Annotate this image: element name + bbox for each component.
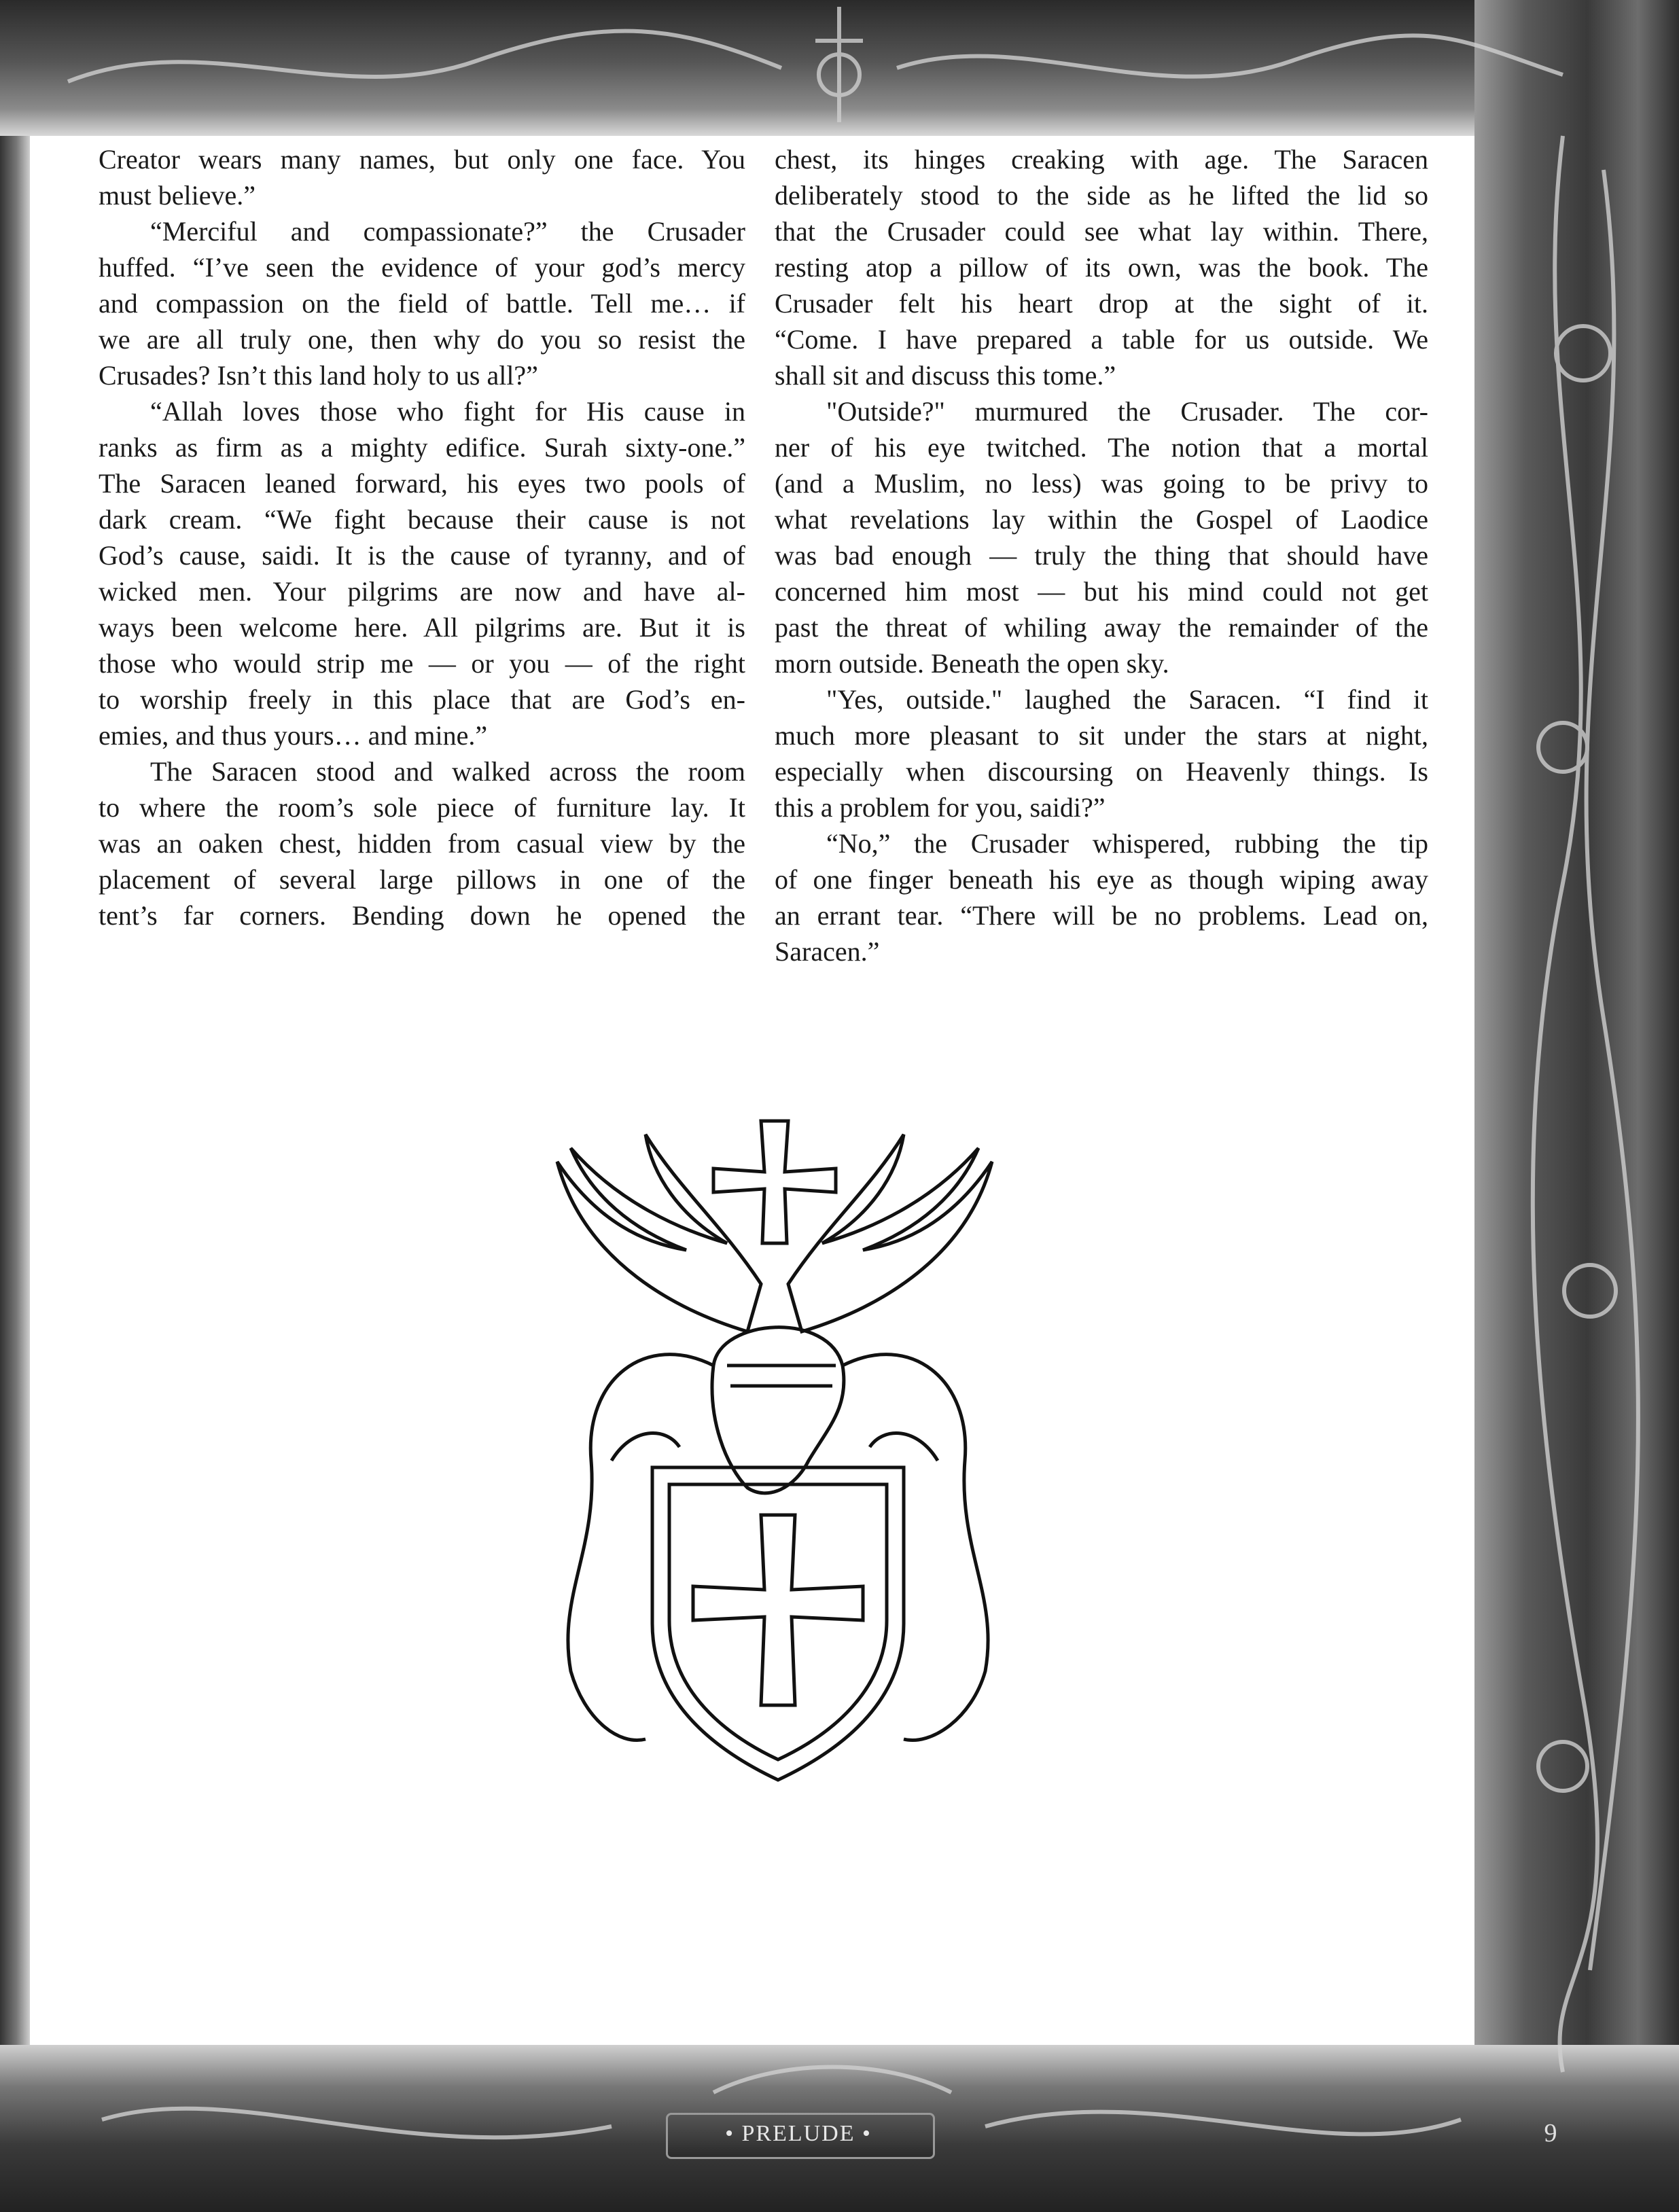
text-line: morn outside. Beneath the open sky. (775, 648, 1169, 679)
text-column-right (775, 141, 1428, 969)
crest-cross (713, 1121, 836, 1243)
text-line: much more pleasant to sit under the stars at night, (775, 720, 1428, 751)
text-line: ways been welcome here. All pilgrims are. But it is (99, 612, 745, 643)
text-line: huffed. “I’ve seen the evidence of your god’s mercy (99, 252, 745, 283)
text-line: concerned him most — but his mind could not get (775, 576, 1428, 607)
text-line: must believe.” (99, 180, 256, 211)
text-line: resting atop a pillow of its own, was the book. The (775, 252, 1428, 283)
text-line: dark cream. “We fight because their cause is not (99, 504, 745, 535)
paragraph (99, 393, 745, 753)
text-line: was an oaken chest, hidden from casual view by the (99, 828, 745, 859)
text-line: was bad enough — truly the thing that should have (775, 540, 1428, 571)
text-line: Crusades? Isn’t this land holy to us all?” (99, 360, 538, 391)
text-line: placement of several large pillows in one of the (99, 864, 745, 895)
shield-cross (693, 1515, 863, 1705)
text-line: and compassion on the field of battle. Tell me… if (99, 288, 745, 319)
text-line: chest, its hinges creaking with age. The Saracen (775, 144, 1428, 175)
text-line: The Saracen stood and walked across the room (150, 756, 745, 787)
text-line: those who would strip me — or you — of the right (99, 648, 745, 679)
text-line: God’s cause, saidi. It is the cause of tyranny, and of (99, 540, 745, 571)
text-line: an errant tear. “There will be no problems. Lead on, (775, 900, 1428, 931)
text-line: "Outside?" murmured the Crusader. The cor- (826, 396, 1428, 427)
paragraph (775, 141, 1428, 393)
text-line: especially when discoursing on Heavenly things. Is (775, 756, 1428, 787)
right-ornamental-border (1474, 0, 1679, 2212)
text-line: that the Crusader could see what lay within. There, (775, 216, 1428, 247)
text-line: what revelations lay within the Gospel of Laodice (775, 504, 1428, 535)
text-line: tent’s far corners. Bending down he opened the (99, 900, 745, 931)
left-wing (557, 1135, 761, 1332)
text-line: Crusader felt his heart drop at the sight of it. (775, 288, 1428, 319)
text-line: to worship freely in this place that are God’s en- (99, 684, 745, 715)
paragraph (99, 141, 745, 213)
top-ornamental-border (0, 0, 1679, 136)
page-number: 9 (1544, 2119, 1557, 2147)
text-line: past the threat of whiling away the remainder of the (775, 612, 1428, 643)
right-wing (788, 1135, 992, 1332)
text-line: deliberately stood to the side as he lifted the lid so (775, 180, 1428, 211)
book-spine-shadow (0, 0, 30, 2212)
paragraph (99, 213, 745, 393)
text-line: ner of his eye twitched. The notion that a mortal (775, 432, 1428, 463)
text-line: The Saracen leaned forward, his eyes two pools of (99, 468, 745, 499)
text-line: emies, and thus yours… and mine.” (99, 720, 488, 751)
text-line: “Allah loves those who fight for His cause in (150, 396, 745, 427)
text-line: “Merciful and compassionate?” the Crusader (150, 216, 745, 247)
text-line: we are all truly one, then why do you so resist the (99, 324, 745, 355)
paragraph (99, 753, 745, 933)
text-line: “Come. I have prepared a table for us outside. We (775, 324, 1428, 355)
text-line: Creator wears many names, but only one face. You (99, 144, 745, 175)
text-line: wicked men. Your pilgrims are now and have al- (99, 576, 745, 607)
paragraph (775, 393, 1428, 681)
text-line: to where the room’s sole piece of furniture lay. It (99, 792, 745, 823)
text-column-left (99, 141, 745, 933)
text-line: this a problem for you, saidi?” (775, 792, 1106, 823)
coat-of-arms-illustration (544, 1107, 1006, 1787)
paragraph (775, 825, 1428, 969)
section-label: • PRELUDE • (725, 2121, 872, 2146)
text-line: "Yes, outside." laughed the Saracen. “I find it (826, 684, 1428, 715)
text-line: Saracen.” (775, 936, 880, 967)
text-line: ranks as firm as a mighty edifice. Surah sixty-one.” (99, 432, 745, 463)
text-line: of one finger beneath his eye as though wiping away (775, 864, 1428, 895)
text-line: (and a Muslim, no less) was going to be privy to (775, 468, 1428, 499)
text-line: shall sit and discuss this tome.” (775, 360, 1116, 391)
text-line: “No,” the Crusader whispered, rubbing the tip (826, 828, 1428, 859)
paragraph (775, 681, 1428, 825)
